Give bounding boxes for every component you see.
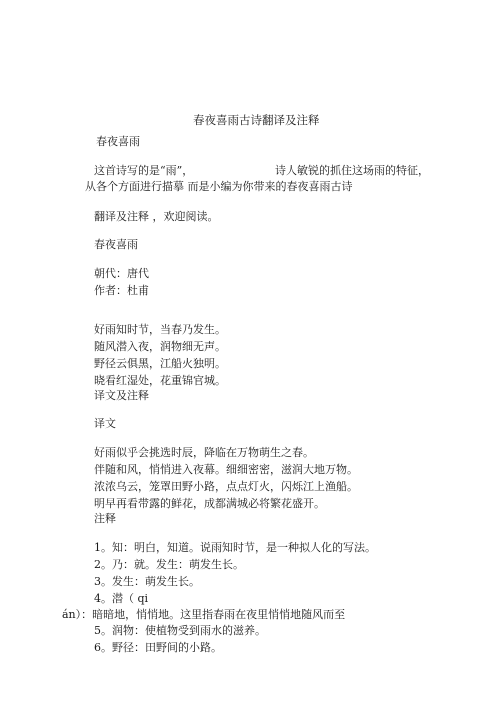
note-line: 4。潜（ qi (94, 592, 149, 605)
poem-author: 作者：杜甫 (94, 284, 149, 297)
poem-line: 好雨知时节，当春乃发生。 (94, 323, 226, 336)
translation-line: 明早再看带露的鲜花，成都满城必将繁花盛开。 (94, 497, 325, 510)
note-line: án）：暗暗地，悄悄地。这里指春雨在夜里悄悄地随风而至 (62, 608, 346, 621)
translation-line: 好雨似乎会挑选时辰，降临在万物萌生之春。 (94, 446, 314, 459)
document-title: 春夜喜雨古诗翻译及注释 (193, 113, 320, 127)
poem-line: 晓看红湿处，花重锦官城。 (94, 374, 226, 387)
note-line: 2。乃：就。发生：萌发生长。 (94, 558, 244, 571)
section-heading-translation-notes: 译文及注释 (94, 389, 149, 402)
intro-text-line-3: 翻译及注释 ，欢迎阅读。 (94, 210, 219, 223)
intro-text-line-2: 从各个方面进行描摹 而是小编为你带来的春夜喜雨古诗 (85, 180, 353, 193)
translation-line: 伴随和风，悄悄进入夜幕。细细密密，滋润大地万物。 (94, 463, 358, 476)
poem-line: 随风潜入夜，润物细无声。 (94, 340, 226, 353)
intro-text-part-b: 诗人敏锐的抓住这场雨的特征， (275, 164, 429, 177)
document-subtitle: 春夜喜雨 (96, 135, 140, 148)
note-line: 6。野径：田野间的小路。 (94, 641, 222, 654)
poem-line: 野径云俱黑，江船火独明。 (94, 357, 226, 370)
note-line: 5。润物：使植物受到雨水的滋养。 (94, 624, 266, 637)
section-heading-notes: 注释 (94, 512, 116, 525)
poem-dynasty: 朝代：唐代 (94, 267, 149, 280)
translation-line: 浓浓乌云，笼罩田野小路，点点灯火，闪烁江上渔船。 (94, 480, 358, 493)
poem-title: 春夜喜雨 (94, 238, 138, 251)
note-line: 3。发生：萌发生长。 (94, 575, 200, 588)
note-line: 1。知：明白，知道。说雨知时节，是一种拟人化的写法。 (94, 541, 376, 554)
section-heading-translation: 译文 (94, 417, 116, 430)
intro-text-part-a: 这首诗写的是“雨”， (94, 164, 194, 177)
